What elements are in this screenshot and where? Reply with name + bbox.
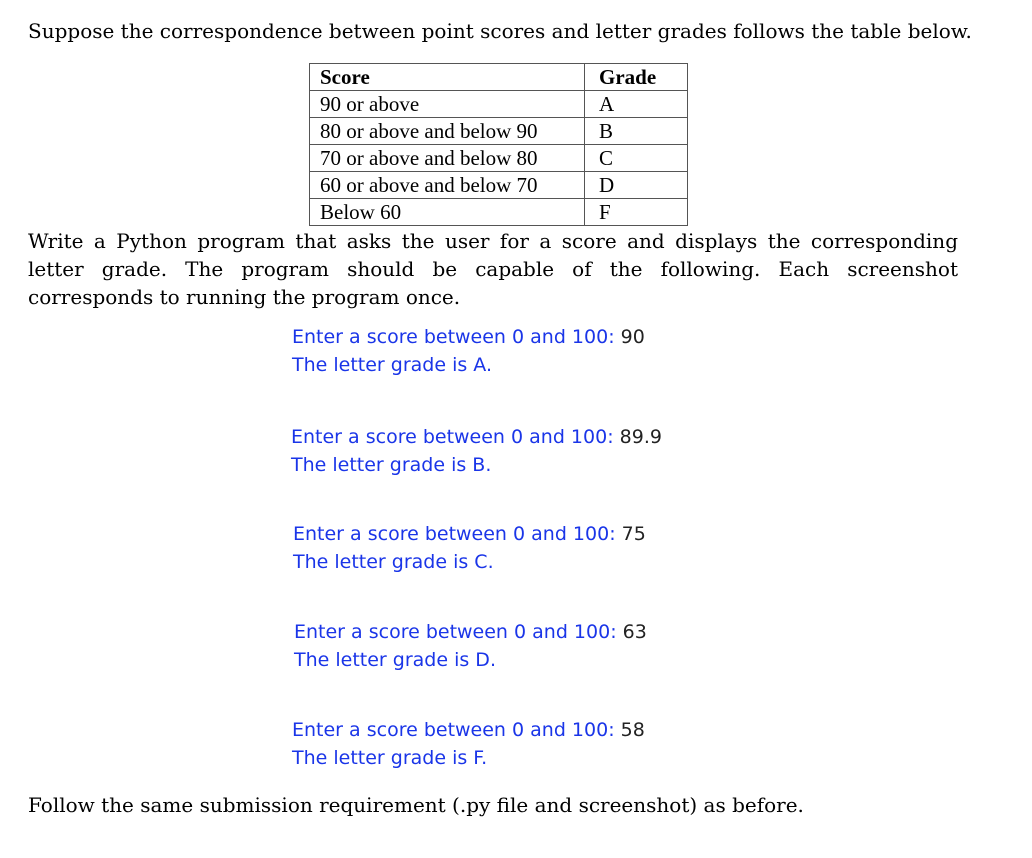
footer-text: Follow the same submission requirement (.py file and screenshot) as before. (28, 793, 804, 817)
console-prompt-line (292, 323, 645, 351)
console-prompt-line (292, 716, 645, 744)
grade-cell: D (585, 172, 688, 199)
prompt-text: Enter a score between 0 and 100: (294, 621, 623, 643)
table-row (310, 91, 688, 118)
user-input: 90 (620, 326, 645, 348)
intro-text: Suppose the correspondence between point scores and letter grades follows the table below. (28, 19, 972, 43)
grade-cell: C (585, 145, 688, 172)
prompt-text: Enter a score between 0 and 100: (292, 326, 621, 348)
grade-column-header: Grade (585, 64, 688, 91)
instructions-text: Write a Python program that asks the user for a score and displays the corresponding letter grade. The program should be capable of the following. Each screenshot corresponds to running the program once. (28, 229, 958, 309)
grade-cell: A (585, 91, 688, 118)
score-cell: 80 or above and below 90 (310, 118, 585, 145)
grade-cell: B (585, 118, 688, 145)
console-screenshot-5 (292, 716, 645, 772)
console-screenshot-3 (293, 520, 646, 576)
table-row (310, 172, 688, 199)
score-cell: 60 or above and below 70 (310, 172, 585, 199)
prompt-text: Enter a score between 0 and 100: (292, 719, 621, 741)
user-input: 89.9 (619, 426, 662, 448)
score-cell: 90 or above (310, 91, 585, 118)
console-output-line: The letter grade is F. (292, 747, 488, 769)
user-input: 58 (620, 719, 645, 741)
console-screenshot-1 (292, 323, 645, 379)
score-cell: 70 or above and below 80 (310, 145, 585, 172)
console-output-line: The letter grade is C. (293, 551, 494, 573)
console-prompt-line (293, 520, 646, 548)
table-header-row (310, 64, 688, 91)
console-output-line: The letter grade is D. (294, 649, 496, 671)
grade-table (309, 63, 688, 226)
user-input: 63 (622, 621, 647, 643)
console-output-line: The letter grade is A. (292, 354, 493, 376)
prompt-text: Enter a score between 0 and 100: (291, 426, 620, 448)
table-row (310, 199, 688, 226)
table-row (310, 118, 688, 145)
user-input: 75 (621, 523, 646, 545)
console-screenshot-2 (291, 423, 662, 479)
prompt-text: Enter a score between 0 and 100: (293, 523, 622, 545)
score-column-header: Score (310, 64, 585, 91)
console-prompt-line (291, 423, 662, 451)
table-row (310, 145, 688, 172)
grade-cell: F (585, 199, 688, 226)
console-prompt-line (294, 618, 647, 646)
console-screenshot-4 (294, 618, 647, 674)
console-output-line: The letter grade is B. (291, 454, 492, 476)
score-cell: Below 60 (310, 199, 585, 226)
